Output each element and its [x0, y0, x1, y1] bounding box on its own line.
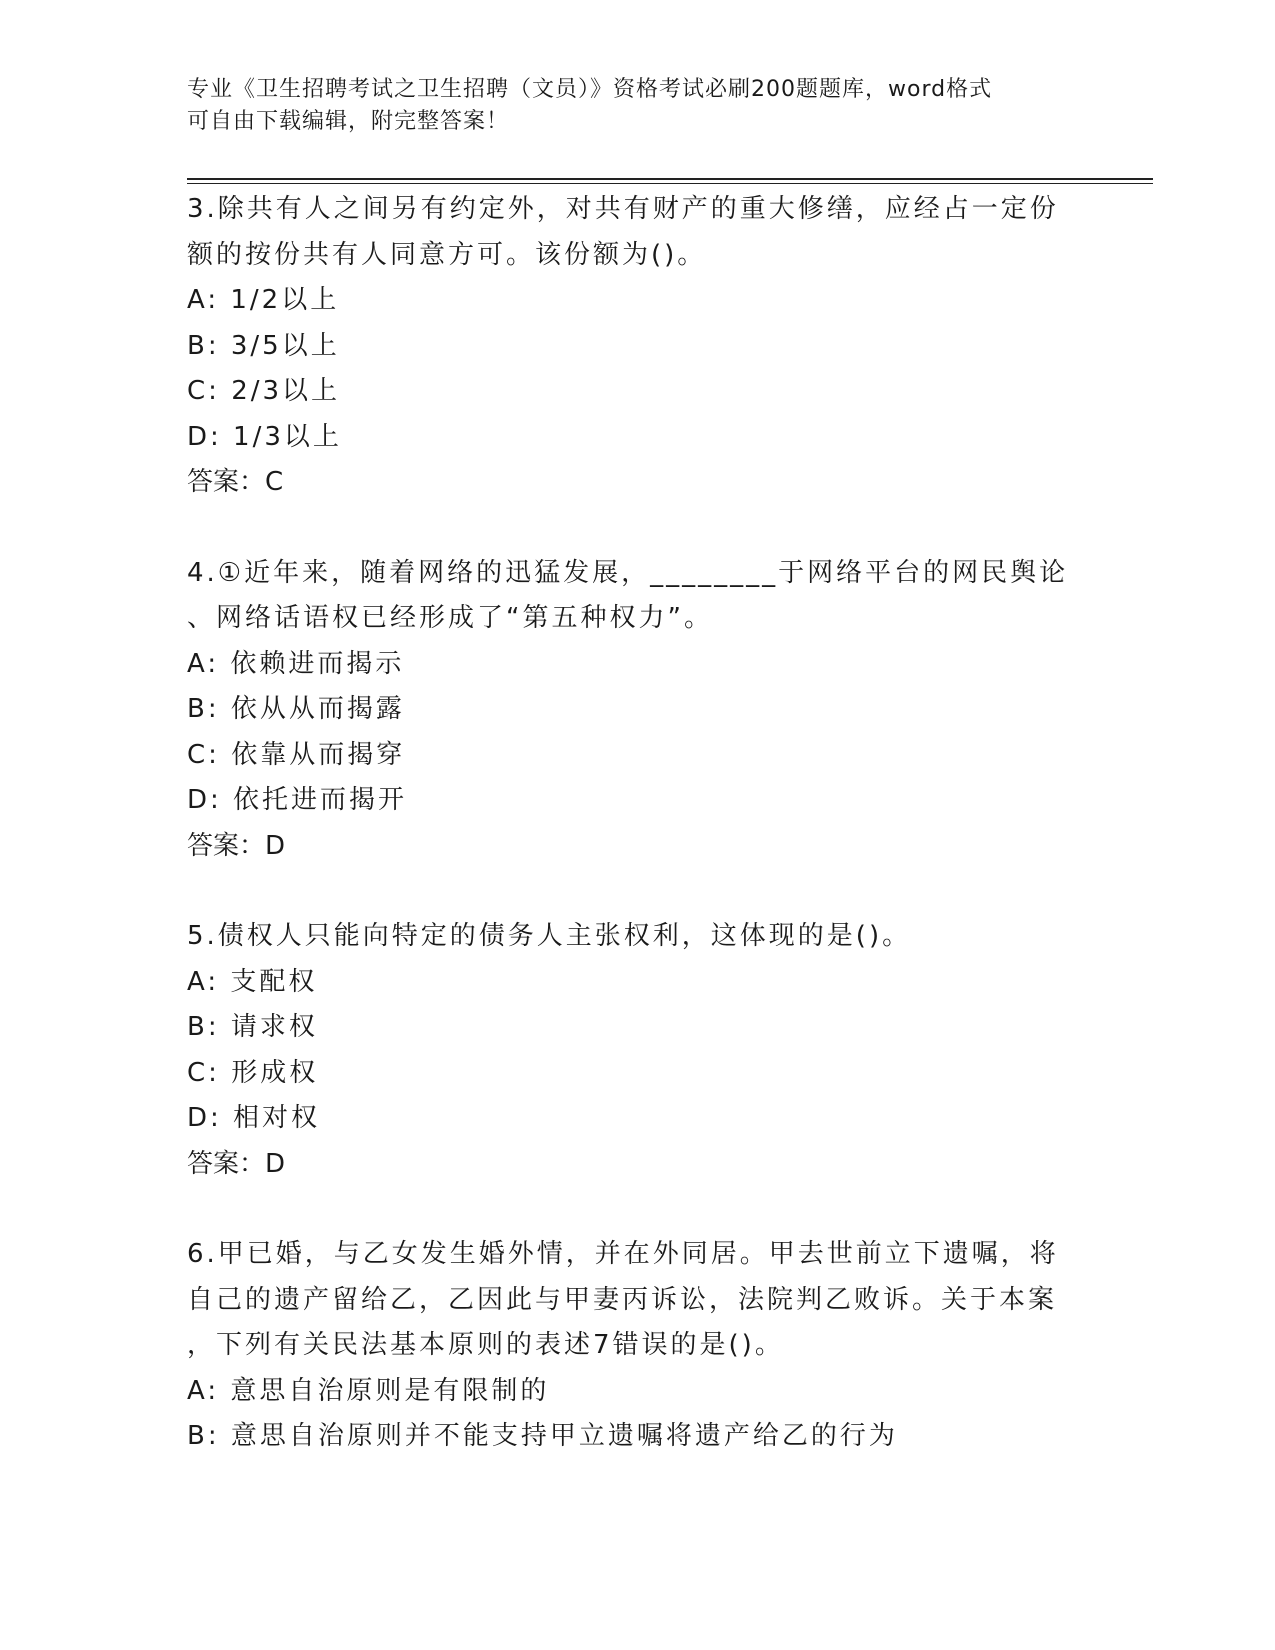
- header-rule-thin: [187, 183, 1153, 184]
- option-a: A: 意思自治原则是有限制的: [187, 1375, 550, 1406]
- question-5: [187, 914, 1087, 1187]
- question-stem-line: 自己的遗产留给乙，乙因此与甲妻丙诉讼，法院判乙败诉。关于本案: [187, 1284, 1058, 1315]
- option-c: C: 2/3以上: [187, 376, 341, 406]
- question-stem-line: 4.①近年来，随着网络的迅猛发展，________于网络平台的网民舆论: [187, 557, 1069, 588]
- option-a: A: 1/2以上: [187, 285, 340, 315]
- option-b: B: 3/5以上: [187, 330, 340, 361]
- answer-line: 答案：D: [187, 830, 286, 861]
- header-line-2: 可自由下载编辑，附完整答案！: [187, 109, 510, 134]
- option-d: D: 1/3以上: [187, 421, 342, 452]
- question-6: [187, 1232, 1087, 1460]
- question-list: [187, 187, 1087, 1460]
- option-c: C: 依靠从而揭穿: [187, 739, 406, 770]
- question-stem-line: 3.除共有人之间另有约定外，对共有财产的重大修缮，应经占一定份: [187, 194, 1059, 224]
- option-d: D: 依托进而揭开: [187, 785, 408, 815]
- answer-line: 答案：D: [187, 1148, 286, 1179]
- option-b: B: 意思自治原则并不能支持甲立遗嘱将遗产给乙的行为: [187, 1421, 898, 1451]
- answer-line: 答案：C: [187, 467, 284, 497]
- option-a: A: 依赖进而揭示: [187, 648, 405, 679]
- option-c: C: 形成权: [187, 1057, 319, 1088]
- question-stem-line: 、网络话语权已经形成了“第五种权力”。: [187, 603, 713, 633]
- question-stem-line: 额的按份共有人同意方可。该份额为()。: [187, 239, 707, 270]
- document-header: [187, 74, 1067, 138]
- question-4: [187, 551, 1087, 870]
- question-3: [187, 187, 1087, 506]
- header-rule-thick: [187, 178, 1153, 180]
- option-d: D: 相对权: [187, 1103, 321, 1133]
- option-a: A: 支配权: [187, 966, 318, 997]
- header-line-1: 专业《卫生招聘考试之卫生招聘（文员）》资格考试必刷200题题库，word格式: [187, 77, 993, 102]
- question-stem-line: ，下列有关民法基本原则的表述7错误的是()。: [187, 1330, 784, 1360]
- question-stem-line: 5.债权人只能向特定的债务人主张权利，这体现的是()。: [187, 921, 912, 951]
- option-b: B: 请求权: [187, 1012, 318, 1042]
- question-stem-line: 6.甲已婚，与乙女发生婚外情，并在外同居。甲去世前立下遗嘱，将: [187, 1239, 1059, 1269]
- option-b: B: 依从从而揭露: [187, 694, 405, 724]
